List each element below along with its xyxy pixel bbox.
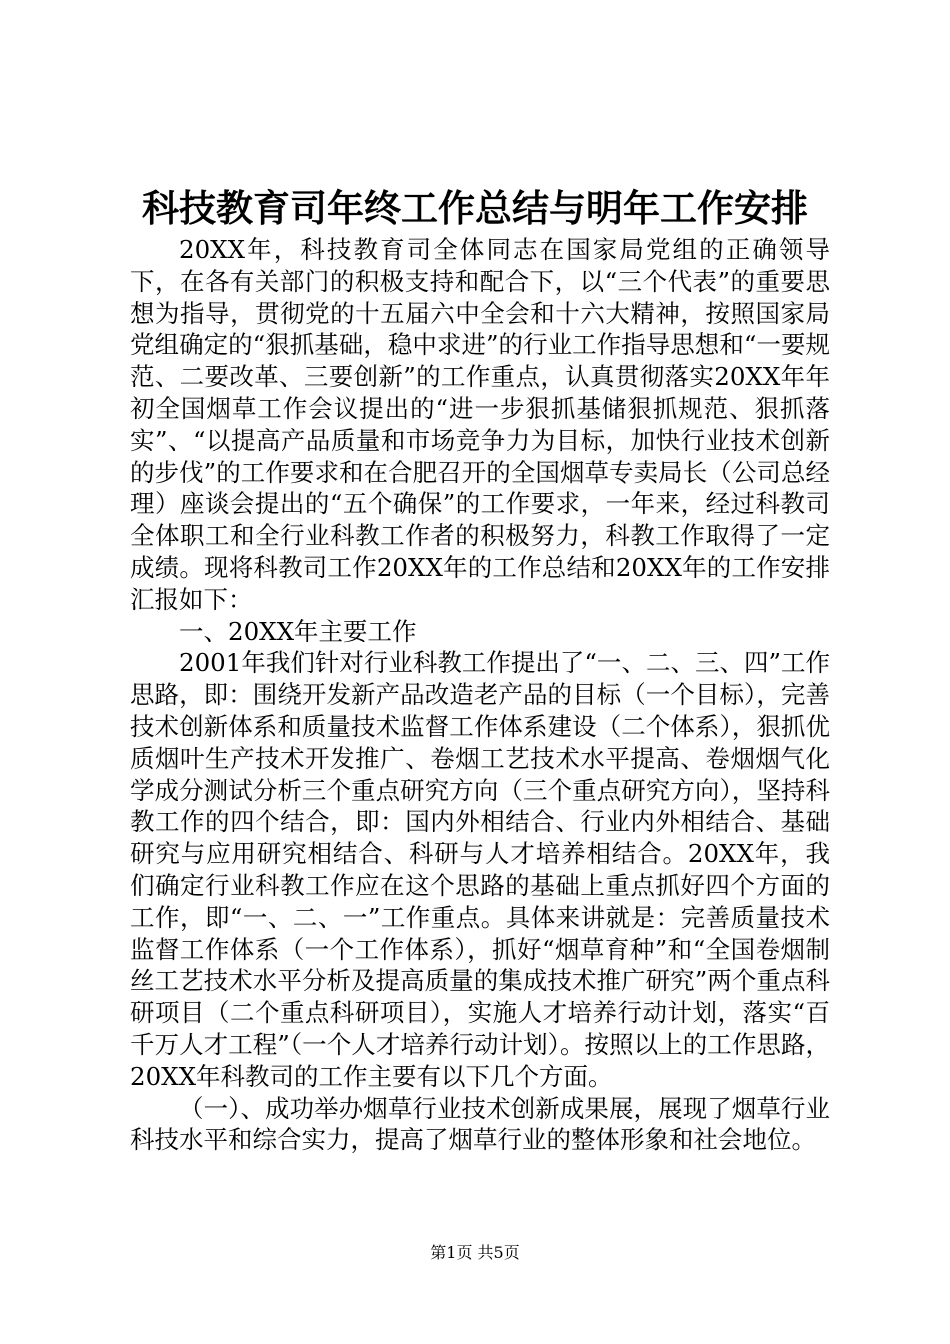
page-footer: 第1页 共5页 bbox=[430, 1243, 520, 1262]
document-title: 科技教育司年终工作总结与明年工作安排 bbox=[142, 186, 808, 230]
intro-paragraph: 20XX年，科技教育司全体同志在国家局党组的正确领导下，在各有关部门的积极支持和配合下，以“三个代表”的重要思想为指导，贯彻党的十五届六中全会和十六大精神，按照国家局党组确定的“狠抓基础，稳中求进”的行业工作指导思想和“一要规范、二要改革、三要创新”的工作重点，认真贯彻落实20XX年年初全国烟草工作会议提出的“进一步狠抓基储狠抓规范、狠抓落实”、“以提高产品质量和市场竞争力为目标，加快行业技术创新的步伐”的工作要求和在合肥召开的全国烟草专卖局长（公司总经理）座谈会提出的“五个确保”的工作要求，一年来，经过科教司全体职工和全行业科教工作者的积极努力，科教工作取得了一定成绩。现将科教司工作20XX年的工作总结和20XX年的工作安排汇报如下： bbox=[130, 235, 830, 614]
work-ideas-paragraph: 2001年我们针对行业科教工作提出了“一、二、三、四”工作思路，即：围绕开发新产品改造老产品的目标（一个目标），完善技术创新体系和质量技术监督工作体系建设（二个体系），狠抓优质烟叶生产技术开发推广、卷烟工艺技术水平提高、卷烟烟气化学成分测试分析三个重点研究方向（三个重点研究方向），坚持科教工作的四个结合，即：国内外相结合、行业内外相结合、基础研究与应用研究相结合、科研与人才培养相结合。20XX年，我们确定行业科教工作应在这个思路的基础上重点抓好四个方面的工作，即“一、二、一”工作重点。具体来讲就是：完善质量技术监督工作体系（一个工作体系），抓好“烟草育种”和“全国卷烟制丝工艺技术水平分析及提高质量的集成技术推广研究”两个重点科研项目（二个重点科研项目），实施人才培养行动计划，落实“百千万人才工程”（一个人才培养行动计划）。按照以上的工作思路，20XX年科教司的工作主要有以下几个方面。 bbox=[130, 648, 830, 1091]
document-body bbox=[130, 234, 830, 1156]
section-heading: 一、20XX年主要工作 bbox=[179, 616, 417, 646]
subsection-paragraph: （一）、成功举办烟草行业技术创新成果展，展现了烟草行业科技水平和综合实力，提高了烟草行业的整体形象和社会地位。 bbox=[130, 1093, 830, 1155]
